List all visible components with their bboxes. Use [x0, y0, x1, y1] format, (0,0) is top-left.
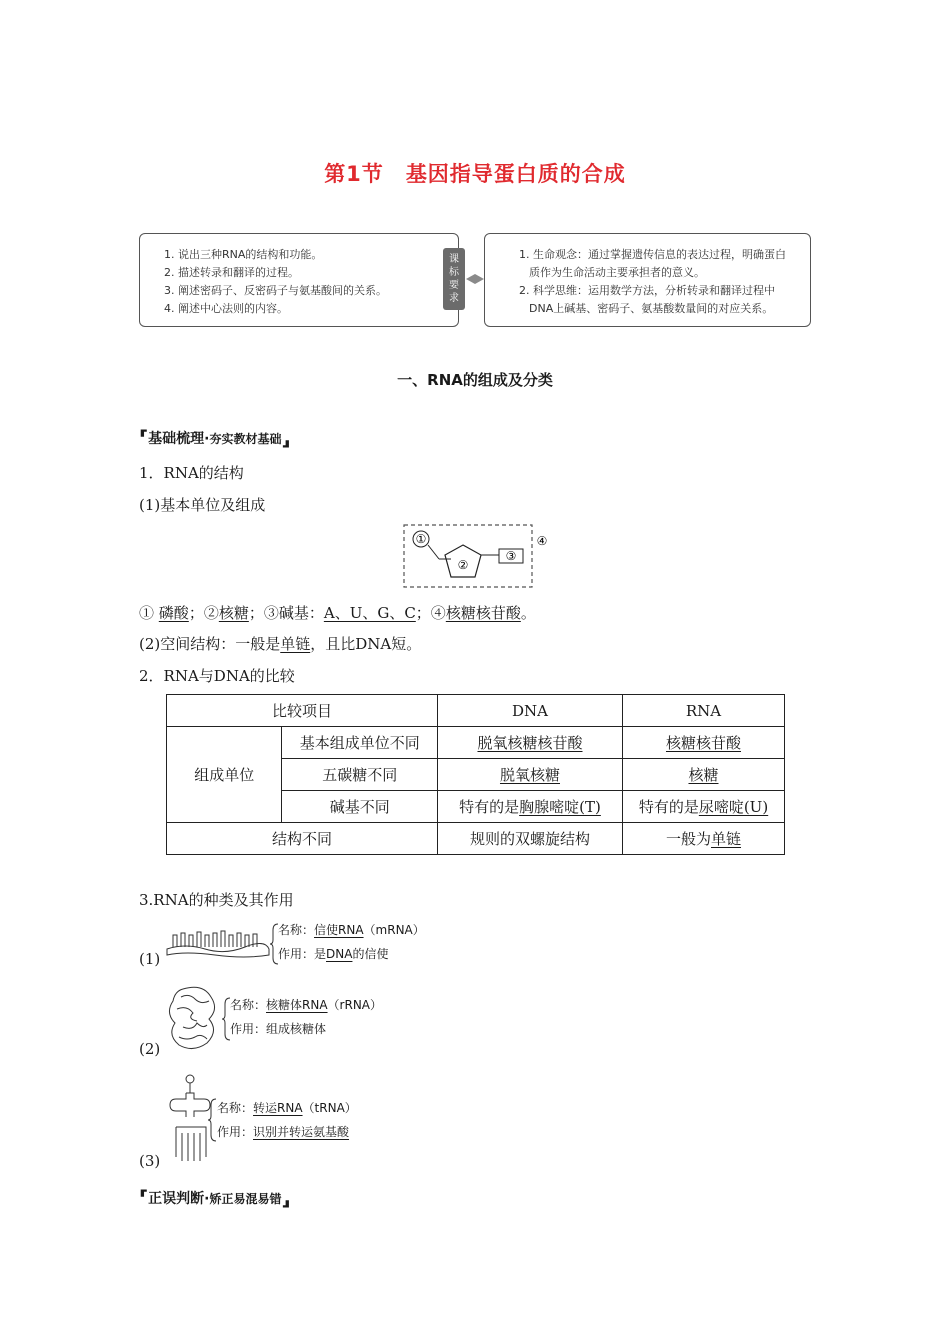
table-row: 组成单位 基本组成单位不同 脱氧核糖核苷酸 核糖核苷酸	[167, 727, 785, 759]
item-number: (2)	[139, 1040, 161, 1058]
judge-section-tag: ⸢正误判断·矫正易混易错⸥	[139, 1186, 291, 1210]
competency-item: 质作为生命活动主要承担者的意义。	[529, 266, 705, 279]
table-row: 结构不同 规则的双螺旋结构 一般为单链	[167, 823, 785, 855]
table-row: 五碳糖不同 脱氧核糖 核糖	[167, 759, 785, 791]
rna-structure-heading: 1．RNA的结构	[139, 464, 244, 482]
section-number: 第1节	[324, 162, 384, 186]
structure-answers: ① 磷酸；②核糖；③碱基：A、U、G、C；④核糖核苷酸。	[139, 604, 536, 622]
table-row: 碱基不同 特有的是胸腺嘧啶(T) 特有的是尿嘧啶(U)	[167, 791, 785, 823]
label-phosphate: ①	[415, 532, 427, 546]
curriculum-item: 3. 阐述密码子、反密码子与氨基酸间的关系。	[164, 284, 387, 297]
competency-item: 1. 生命观念：通过掌握遗传信息的表达过程，明确蛋白	[519, 248, 786, 261]
rna-dna-comparison-table	[166, 694, 785, 855]
competency-item: 2. 科学思维：运用数学方法，分析转录和翻译过程中	[519, 284, 775, 297]
rrna-illustration	[163, 983, 221, 1053]
mrna-illustration	[165, 925, 273, 961]
connector-diamond-icon	[466, 272, 484, 286]
comparison-heading: 2．RNA与DNA的比较	[139, 667, 295, 685]
section-name: 基因指导蛋白质的合成	[405, 162, 626, 186]
competency-requirements-box	[484, 233, 811, 327]
curriculum-item: 1. 说出三种RNA的结构和功能。	[164, 248, 323, 261]
trna-labels: 名称：转运RNA（tRNA） 作用：识别并转运氨基酸	[217, 1101, 357, 1139]
basics-section-tag: ⸢基础梳理·夯实教材基础⸥	[139, 426, 291, 450]
item-number: (1)	[139, 950, 161, 968]
label-sugar: ②	[457, 558, 469, 572]
curriculum-item: 4. 阐述中心法则的内容。	[164, 302, 288, 315]
curriculum-requirements-box	[139, 233, 459, 327]
label-base: ③	[505, 549, 517, 563]
rna-types-heading: 3.RNA的种类及其作用	[139, 891, 294, 909]
competency-item: DNA上碱基、密码子、氨基酸数量间的对应关系。	[529, 302, 774, 315]
nucleotide-diagram	[403, 523, 553, 591]
curriculum-item: 2. 描述转录和翻译的过程。	[164, 266, 299, 279]
heading-rna-composition: 一、RNA的组成及分类	[397, 371, 553, 389]
rrna-labels: 名称：核糖体RNA（rRNA） 作用：组成核糖体	[230, 998, 383, 1036]
curriculum-tag: 课标要求	[443, 248, 465, 310]
spatial-structure: (2)空间结构：一般是单链，且比DNA短。	[139, 635, 422, 653]
label-nucleotide: ④	[536, 534, 548, 548]
mrna-labels: 名称：信使RNA（mRNA） 作用：是DNA的信使	[278, 923, 425, 961]
page-title	[0, 158, 950, 188]
item-number: (3)	[139, 1152, 161, 1170]
table-header-row: 比较项目 DNA RNA	[167, 695, 785, 727]
basic-unit-heading: (1)基本单位及组成	[139, 496, 266, 514]
